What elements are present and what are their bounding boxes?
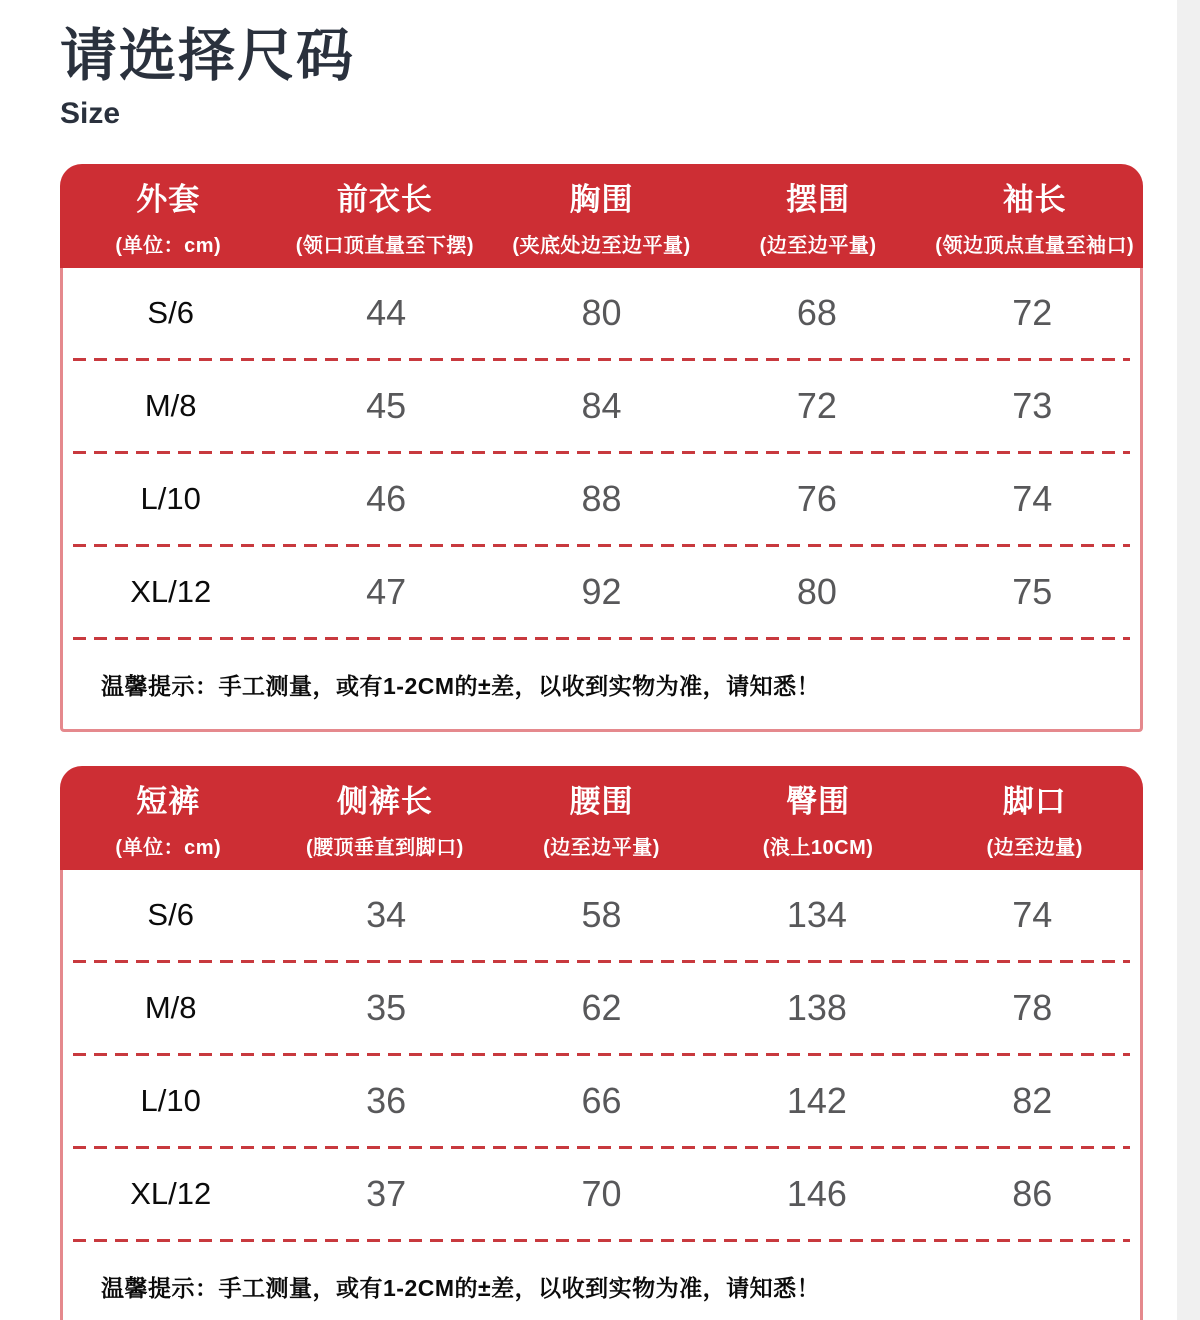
header-cell-leg-opening: [926, 766, 1143, 870]
item-label: 短裤: [136, 783, 201, 819]
cell-value: 58: [581, 893, 622, 935]
size-label: S/6: [147, 896, 194, 932]
header-cell-item: [60, 766, 277, 870]
cell-value: 80: [581, 291, 622, 333]
cell-value: 34: [366, 893, 407, 935]
column-subtitle: (领边顶点直量至袖口): [935, 234, 1135, 257]
column-subtitle: (腰顶垂直到脚口): [305, 836, 464, 859]
cell-value: 86: [1012, 1172, 1053, 1214]
table-row: [63, 361, 1140, 451]
column-subtitle: (边至边平量): [543, 836, 660, 859]
table-row: [63, 1149, 1140, 1239]
page-title: 请选择尺码: [60, 24, 355, 88]
cell-value: 73: [1012, 384, 1053, 426]
table-row: [63, 963, 1140, 1053]
cell-value: 66: [581, 1079, 622, 1121]
header-cell-sleeve: [926, 164, 1143, 268]
table-row: [63, 268, 1140, 358]
column-title: 袖长: [1002, 181, 1067, 217]
table-row: [63, 870, 1140, 960]
cell-value: 80: [796, 570, 837, 612]
column-title: 臀围: [786, 783, 851, 819]
column-title: 摆围: [786, 181, 851, 217]
column-title: 腰围: [569, 783, 634, 819]
size-label: XL/12: [130, 1175, 212, 1211]
cell-value: 76: [796, 477, 837, 519]
column-subtitle: (浪上10CM): [762, 836, 874, 859]
header-cell-hem: [710, 164, 927, 268]
size-table-jacket: [60, 164, 1143, 732]
column-title: 前衣长: [336, 181, 433, 217]
cell-value: 46: [366, 477, 407, 519]
cell-value: 75: [1012, 570, 1053, 612]
cell-value: 74: [1012, 477, 1053, 519]
column-subtitle: (夹底处边至边平量): [512, 234, 691, 257]
shorts-table-body: [60, 870, 1143, 1320]
cell-value: 74: [1012, 893, 1053, 935]
cell-value: 72: [796, 384, 837, 426]
cell-value: 36: [366, 1079, 407, 1121]
table-row: [63, 454, 1140, 544]
column-subtitle: (边至边平量): [759, 234, 877, 257]
size-table-shorts: [60, 766, 1143, 1320]
cell-value: 78: [1012, 986, 1053, 1028]
size-label: L/10: [140, 1082, 201, 1118]
cell-value: 88: [581, 477, 622, 519]
size-label: XL/12: [130, 573, 212, 609]
cell-value: 47: [366, 570, 407, 612]
header-cell-front-length: [277, 164, 494, 268]
column-title: 脚口: [1002, 783, 1067, 819]
shorts-table-header: [60, 766, 1143, 870]
column-title: 侧裤长: [336, 783, 433, 819]
item-label: 外套: [136, 181, 201, 217]
column-title: 胸围: [569, 181, 634, 217]
cell-value: 146: [786, 1172, 847, 1214]
cell-value: 45: [366, 384, 407, 426]
table-row: [63, 547, 1140, 637]
jacket-table-header: [60, 164, 1143, 268]
column-subtitle: (领口顶直量至下摆): [295, 234, 475, 257]
header-cell-side-length: [277, 766, 494, 870]
measurement-note: 温馨提示：手工测量，或有1-2CM的±差，以收到实物为准，请知悉！: [101, 672, 821, 699]
cell-value: 92: [581, 570, 622, 612]
jacket-table-body: [60, 268, 1143, 732]
cell-value: 68: [796, 291, 837, 333]
header-cell-item: [60, 164, 277, 268]
cell-value: 138: [786, 986, 847, 1028]
cell-value: 62: [581, 986, 622, 1028]
cell-value: 82: [1012, 1079, 1053, 1121]
cell-value: 72: [1012, 291, 1053, 333]
header-cell-hip: [710, 766, 927, 870]
size-label: S/6: [147, 294, 194, 330]
cell-value: 37: [366, 1172, 407, 1214]
size-label: M/8: [144, 387, 197, 423]
cell-value: 70: [581, 1172, 622, 1214]
header-cell-waist: [493, 766, 710, 870]
header-cell-chest: [493, 164, 710, 268]
measurement-note: 温馨提示：手工测量，或有1-2CM的±差，以收到实物为准，请知悉！: [101, 1274, 821, 1301]
column-subtitle: (边至边量): [986, 836, 1083, 859]
size-label: L/10: [140, 480, 201, 516]
page-subtitle: Size: [60, 96, 121, 130]
cell-value: 84: [581, 384, 622, 426]
cell-value: 44: [366, 291, 407, 333]
cell-value: 134: [786, 893, 847, 935]
unit-label: (单位：cm): [115, 836, 222, 859]
cell-value: 35: [366, 986, 407, 1028]
size-label: M/8: [144, 989, 197, 1025]
unit-label: (单位：cm): [115, 234, 222, 257]
page-right-gutter: [1177, 0, 1200, 1320]
table-row: [63, 1056, 1140, 1146]
cell-value: 142: [786, 1079, 847, 1121]
